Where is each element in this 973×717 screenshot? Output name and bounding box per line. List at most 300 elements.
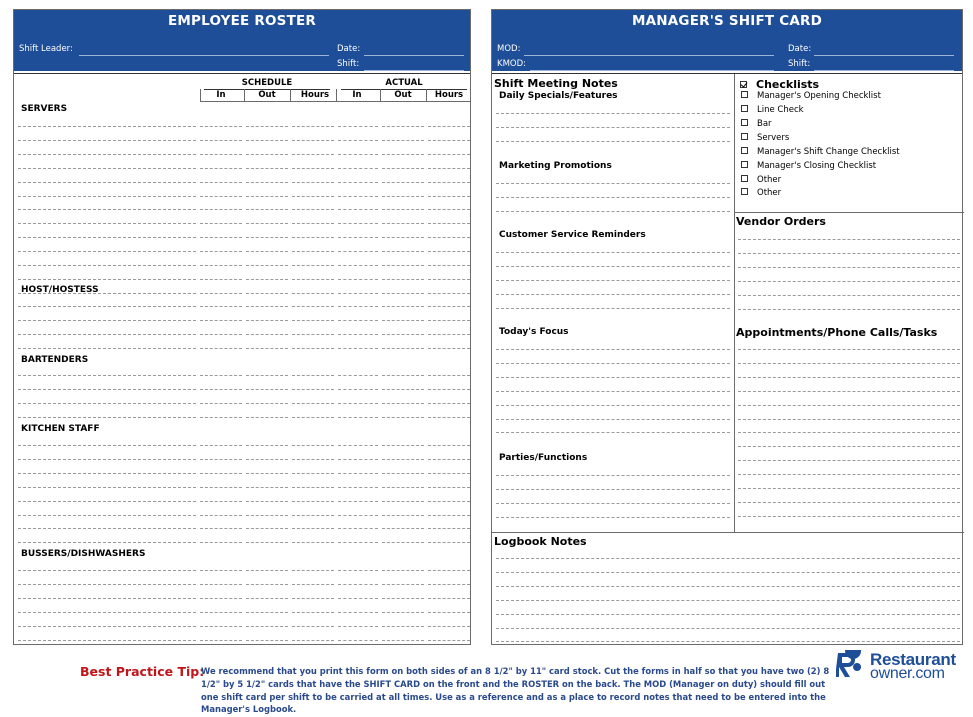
entry-line[interactable] [338, 126, 378, 127]
checklist-item[interactable] [741, 105, 804, 117]
entry-line[interactable] [18, 459, 196, 460]
entry-line[interactable] [428, 528, 470, 529]
entry-line[interactable] [738, 363, 960, 364]
entry-line[interactable] [496, 377, 730, 378]
entry-line[interactable] [382, 528, 424, 529]
entry-line[interactable] [246, 251, 288, 252]
entry-line[interactable] [292, 320, 334, 321]
entry-line[interactable] [428, 196, 470, 197]
entry-line[interactable] [338, 223, 378, 224]
entry-line[interactable] [382, 598, 424, 599]
entry-line[interactable] [246, 389, 288, 390]
entry-line[interactable] [292, 487, 334, 488]
entry-line[interactable] [200, 126, 242, 127]
entry-line[interactable] [338, 209, 378, 210]
entry-line[interactable] [246, 612, 288, 613]
entry-line[interactable] [382, 265, 424, 266]
entry-line[interactable] [18, 375, 196, 376]
entry-line[interactable] [382, 348, 424, 349]
entry-line[interactable] [200, 279, 242, 280]
entry-line[interactable] [18, 334, 196, 335]
entry-line[interactable] [246, 417, 288, 418]
entry-line[interactable] [246, 126, 288, 127]
entry-line[interactable] [200, 196, 242, 197]
entry-line[interactable] [18, 640, 196, 641]
entry-line[interactable] [496, 141, 730, 142]
checklist-item[interactable] [741, 175, 781, 187]
entry-line[interactable] [200, 445, 242, 446]
entry-line[interactable] [382, 584, 424, 585]
entry-line[interactable] [496, 641, 960, 642]
entry-line[interactable] [338, 528, 378, 529]
entry-line[interactable] [382, 126, 424, 127]
entry-line[interactable] [382, 182, 424, 183]
entry-line[interactable] [292, 223, 334, 224]
entry-line[interactable] [292, 375, 334, 376]
entry-line[interactable] [292, 445, 334, 446]
entry-line[interactable] [382, 251, 424, 252]
entry-line[interactable] [200, 293, 242, 294]
entry-line[interactable] [496, 475, 730, 476]
restaurant-owner-logo[interactable] [836, 650, 964, 682]
entry-line[interactable] [292, 612, 334, 613]
entry-line[interactable] [496, 517, 730, 518]
entry-line[interactable] [18, 417, 196, 418]
entry-line[interactable] [18, 515, 196, 516]
entry-line[interactable] [338, 306, 378, 307]
entry-line[interactable] [338, 515, 378, 516]
entry-line[interactable] [200, 320, 242, 321]
entry-line[interactable] [338, 196, 378, 197]
entry-line[interactable] [246, 459, 288, 460]
entry-line[interactable] [292, 279, 334, 280]
entry-line[interactable] [382, 306, 424, 307]
entry-line[interactable] [200, 403, 242, 404]
entry-line[interactable] [382, 515, 424, 516]
entry-line[interactable] [338, 626, 378, 627]
entry-line[interactable] [246, 209, 288, 210]
entry-line[interactable] [200, 501, 242, 502]
entry-line[interactable] [338, 320, 378, 321]
entry-line[interactable] [338, 293, 378, 294]
entry-line[interactable] [428, 445, 470, 446]
entry-line[interactable] [738, 419, 960, 420]
entry-line[interactable] [382, 389, 424, 390]
entry-line[interactable] [338, 140, 378, 141]
entry-line[interactable] [200, 237, 242, 238]
entry-line[interactable] [428, 237, 470, 238]
entry-line[interactable] [292, 293, 334, 294]
entry-line[interactable] [246, 306, 288, 307]
entry-line[interactable] [18, 473, 196, 474]
entry-line[interactable] [738, 391, 960, 392]
entry-line[interactable] [292, 251, 334, 252]
entry-line[interactable] [246, 542, 288, 543]
entry-line[interactable] [292, 542, 334, 543]
entry-line[interactable] [200, 154, 242, 155]
entry-line[interactable] [428, 612, 470, 613]
entry-line[interactable] [18, 168, 196, 169]
entry-line[interactable] [428, 223, 470, 224]
kmod-field[interactable] [530, 70, 774, 71]
entry-line[interactable] [382, 209, 424, 210]
entry-line[interactable] [338, 375, 378, 376]
entry-line[interactable] [338, 182, 378, 183]
entry-line[interactable] [292, 140, 334, 141]
entry-line[interactable] [382, 154, 424, 155]
entry-line[interactable] [200, 251, 242, 252]
entry-line[interactable] [18, 265, 196, 266]
entry-line[interactable] [246, 279, 288, 280]
entry-line[interactable] [292, 182, 334, 183]
entry-line[interactable] [200, 528, 242, 529]
entry-line[interactable] [428, 473, 470, 474]
entry-line[interactable] [200, 168, 242, 169]
entry-line[interactable] [496, 489, 730, 490]
entry-line[interactable] [338, 389, 378, 390]
entry-line[interactable] [246, 445, 288, 446]
shift-leader-field[interactable] [79, 55, 329, 56]
entry-line[interactable] [292, 154, 334, 155]
entry-line[interactable] [496, 127, 730, 128]
entry-line[interactable] [738, 349, 960, 350]
entry-line[interactable] [738, 309, 960, 310]
checklist-item[interactable] [741, 119, 772, 131]
shift-card-date-field[interactable] [814, 55, 954, 56]
entry-line[interactable] [496, 628, 960, 629]
entry-line[interactable] [496, 503, 730, 504]
entry-line[interactable] [200, 459, 242, 460]
entry-line[interactable] [382, 279, 424, 280]
entry-line[interactable] [292, 196, 334, 197]
entry-line[interactable] [18, 501, 196, 502]
entry-line[interactable] [246, 182, 288, 183]
entry-line[interactable] [246, 196, 288, 197]
entry-line[interactable] [382, 626, 424, 627]
entry-line[interactable] [496, 349, 730, 350]
checklist-item[interactable] [741, 133, 789, 145]
checklist-item[interactable] [741, 91, 881, 103]
entry-line[interactable] [338, 334, 378, 335]
entry-line[interactable] [738, 239, 960, 240]
entry-line[interactable] [382, 334, 424, 335]
entry-line[interactable] [246, 473, 288, 474]
entry-line[interactable] [382, 417, 424, 418]
entry-line[interactable] [338, 459, 378, 460]
entry-line[interactable] [428, 459, 470, 460]
entry-line[interactable] [382, 168, 424, 169]
entry-line[interactable] [338, 403, 378, 404]
entry-line[interactable] [496, 280, 730, 281]
entry-line[interactable] [738, 446, 960, 447]
entry-line[interactable] [292, 473, 334, 474]
checklist-item[interactable] [741, 147, 900, 159]
entry-line[interactable] [18, 140, 196, 141]
checkbox-icon[interactable] [741, 188, 748, 195]
entry-line[interactable] [428, 570, 470, 571]
checkbox-icon[interactable] [741, 105, 748, 112]
entry-line[interactable] [338, 348, 378, 349]
entry-line[interactable] [292, 348, 334, 349]
entry-line[interactable] [246, 265, 288, 266]
entry-line[interactable] [382, 320, 424, 321]
entry-line[interactable] [428, 515, 470, 516]
entry-line[interactable] [738, 432, 960, 433]
entry-line[interactable] [338, 154, 378, 155]
entry-line[interactable] [496, 308, 730, 309]
entry-line[interactable] [338, 487, 378, 488]
entry-line[interactable] [496, 391, 730, 392]
entry-line[interactable] [246, 168, 288, 169]
entry-line[interactable] [200, 389, 242, 390]
roster-date-field[interactable] [364, 55, 464, 56]
entry-line[interactable] [246, 528, 288, 529]
entry-line[interactable] [496, 432, 730, 433]
entry-line[interactable] [496, 586, 960, 587]
entry-line[interactable] [428, 417, 470, 418]
entry-line[interactable] [382, 445, 424, 446]
entry-line[interactable] [292, 570, 334, 571]
entry-line[interactable] [382, 501, 424, 502]
entry-line[interactable] [18, 237, 196, 238]
entry-line[interactable] [200, 306, 242, 307]
entry-line[interactable] [382, 140, 424, 141]
entry-line[interactable] [200, 182, 242, 183]
entry-line[interactable] [738, 281, 960, 282]
entry-line[interactable] [200, 487, 242, 488]
entry-line[interactable] [338, 445, 378, 446]
entry-line[interactable] [338, 598, 378, 599]
checklist-item[interactable] [741, 161, 876, 173]
entry-line[interactable] [496, 558, 960, 559]
entry-line[interactable] [428, 182, 470, 183]
entry-line[interactable] [338, 237, 378, 238]
entry-line[interactable] [338, 251, 378, 252]
entry-line[interactable] [18, 223, 196, 224]
checkbox-icon[interactable] [741, 133, 748, 140]
entry-line[interactable] [496, 211, 730, 212]
entry-line[interactable] [200, 626, 242, 627]
entry-line[interactable] [338, 417, 378, 418]
entry-line[interactable] [200, 348, 242, 349]
entry-line[interactable] [496, 600, 960, 601]
entry-line[interactable] [246, 293, 288, 294]
entry-line[interactable] [246, 320, 288, 321]
roster-shift-field[interactable] [364, 70, 464, 71]
entry-line[interactable] [292, 237, 334, 238]
entry-line[interactable] [496, 252, 730, 253]
entry-line[interactable] [738, 474, 960, 475]
entry-line[interactable] [496, 197, 730, 198]
entry-line[interactable] [338, 279, 378, 280]
entry-line[interactable] [338, 265, 378, 266]
entry-line[interactable] [428, 168, 470, 169]
entry-line[interactable] [18, 626, 196, 627]
entry-line[interactable] [428, 279, 470, 280]
entry-line[interactable] [382, 293, 424, 294]
entry-line[interactable] [428, 293, 470, 294]
entry-line[interactable] [738, 405, 960, 406]
entry-line[interactable] [382, 542, 424, 543]
entry-line[interactable] [200, 334, 242, 335]
entry-line[interactable] [496, 419, 730, 420]
entry-line[interactable] [292, 306, 334, 307]
entry-line[interactable] [292, 334, 334, 335]
entry-line[interactable] [292, 389, 334, 390]
entry-line[interactable] [246, 140, 288, 141]
entry-line[interactable] [200, 473, 242, 474]
entry-line[interactable] [338, 584, 378, 585]
entry-line[interactable] [246, 375, 288, 376]
entry-line[interactable] [338, 542, 378, 543]
entry-line[interactable] [18, 348, 196, 349]
entry-line[interactable] [18, 487, 196, 488]
entry-line[interactable] [200, 515, 242, 516]
entry-line[interactable] [18, 196, 196, 197]
mod-field[interactable] [524, 55, 774, 56]
entry-line[interactable] [246, 154, 288, 155]
entry-line[interactable] [18, 598, 196, 599]
entry-line[interactable] [738, 460, 960, 461]
entry-line[interactable] [496, 614, 960, 615]
entry-line[interactable] [200, 612, 242, 613]
entry-line[interactable] [428, 126, 470, 127]
entry-line[interactable] [428, 626, 470, 627]
entry-line[interactable] [18, 279, 196, 280]
entry-line[interactable] [428, 403, 470, 404]
entry-line[interactable] [292, 528, 334, 529]
entry-line[interactable] [18, 154, 196, 155]
entry-line[interactable] [292, 417, 334, 418]
entry-line[interactable] [428, 251, 470, 252]
entry-line[interactable] [738, 502, 960, 503]
checkbox-icon[interactable] [741, 161, 748, 168]
entry-line[interactable] [246, 501, 288, 502]
entry-line[interactable] [18, 251, 196, 252]
entry-line[interactable] [18, 528, 196, 529]
entry-line[interactable] [738, 488, 960, 489]
entry-line[interactable] [738, 377, 960, 378]
entry-line[interactable] [338, 473, 378, 474]
entry-line[interactable] [292, 209, 334, 210]
entry-line[interactable] [382, 612, 424, 613]
entry-line[interactable] [738, 267, 960, 268]
entry-line[interactable] [338, 501, 378, 502]
entry-line[interactable] [428, 320, 470, 321]
entry-line[interactable] [428, 154, 470, 155]
entry-line[interactable] [18, 542, 196, 543]
entry-line[interactable] [428, 306, 470, 307]
entry-line[interactable] [18, 584, 196, 585]
entry-line[interactable] [338, 640, 378, 641]
entry-line[interactable] [18, 320, 196, 321]
entry-line[interactable] [428, 389, 470, 390]
entry-line[interactable] [246, 348, 288, 349]
entry-line[interactable] [200, 375, 242, 376]
entry-line[interactable] [246, 237, 288, 238]
entry-line[interactable] [292, 501, 334, 502]
entry-line[interactable] [292, 515, 334, 516]
entry-line[interactable] [738, 295, 960, 296]
entry-line[interactable] [18, 612, 196, 613]
entry-line[interactable] [18, 445, 196, 446]
entry-line[interactable] [292, 168, 334, 169]
entry-line[interactable] [382, 403, 424, 404]
entry-line[interactable] [246, 515, 288, 516]
entry-line[interactable] [496, 266, 730, 267]
entry-line[interactable] [18, 293, 196, 294]
entry-line[interactable] [18, 126, 196, 127]
entry-line[interactable] [200, 598, 242, 599]
entry-line[interactable] [246, 487, 288, 488]
entry-line[interactable] [246, 334, 288, 335]
entry-line[interactable] [496, 363, 730, 364]
entry-line[interactable] [382, 196, 424, 197]
entry-line[interactable] [246, 584, 288, 585]
entry-line[interactable] [382, 640, 424, 641]
entry-line[interactable] [292, 265, 334, 266]
entry-line[interactable] [382, 459, 424, 460]
entry-line[interactable] [382, 237, 424, 238]
entry-line[interactable] [428, 348, 470, 349]
checkbox-icon[interactable] [741, 91, 748, 98]
entry-line[interactable] [292, 403, 334, 404]
entry-line[interactable] [200, 584, 242, 585]
entry-line[interactable] [738, 253, 960, 254]
entry-line[interactable] [200, 542, 242, 543]
entry-line[interactable] [428, 375, 470, 376]
entry-line[interactable] [428, 209, 470, 210]
entry-line[interactable] [496, 183, 730, 184]
entry-line[interactable] [18, 570, 196, 571]
entry-line[interactable] [428, 334, 470, 335]
entry-line[interactable] [292, 126, 334, 127]
entry-line[interactable] [18, 389, 196, 390]
entry-line[interactable] [428, 487, 470, 488]
entry-line[interactable] [200, 417, 242, 418]
entry-line[interactable] [246, 570, 288, 571]
entry-line[interactable] [382, 487, 424, 488]
entry-line[interactable] [292, 584, 334, 585]
entry-line[interactable] [496, 405, 730, 406]
entry-line[interactable] [246, 598, 288, 599]
entry-line[interactable] [382, 473, 424, 474]
entry-line[interactable] [292, 459, 334, 460]
checkbox-icon[interactable] [741, 147, 748, 154]
checkbox-icon[interactable] [741, 119, 748, 126]
entry-line[interactable] [338, 168, 378, 169]
entry-line[interactable] [428, 640, 470, 641]
entry-line[interactable] [428, 265, 470, 266]
entry-line[interactable] [338, 570, 378, 571]
entry-line[interactable] [292, 626, 334, 627]
entry-line[interactable] [382, 223, 424, 224]
checkbox-icon[interactable] [741, 175, 748, 182]
entry-line[interactable] [496, 294, 730, 295]
entry-line[interactable] [246, 223, 288, 224]
entry-line[interactable] [428, 598, 470, 599]
entry-line[interactable] [338, 612, 378, 613]
entry-line[interactable] [246, 626, 288, 627]
entry-line[interactable] [428, 584, 470, 585]
entry-line[interactable] [200, 223, 242, 224]
entry-line[interactable] [382, 570, 424, 571]
entry-line[interactable] [200, 570, 242, 571]
entry-line[interactable] [428, 542, 470, 543]
entry-line[interactable] [292, 598, 334, 599]
entry-line[interactable] [246, 403, 288, 404]
entry-line[interactable] [428, 501, 470, 502]
